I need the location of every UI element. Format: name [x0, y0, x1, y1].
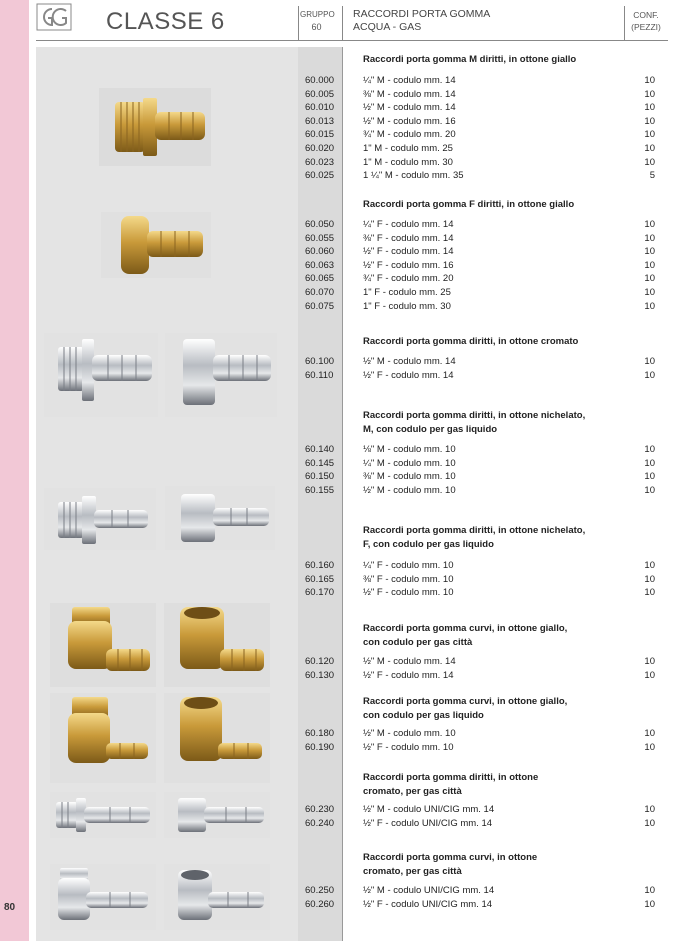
chrome-elbow-female-city-gas-image	[164, 864, 270, 930]
group-box	[300, 9, 333, 33]
product-description: ¼" M - codulo mm. 10	[363, 457, 456, 469]
product-description: ⅜" M - codulo mm. 14	[363, 88, 456, 100]
section-title-line: Raccordi porta gomma F diritti, in ottone giallo	[363, 199, 575, 210]
product-code: 60.180	[305, 728, 335, 739]
product-description: ½" F - codulo mm. 14	[363, 246, 454, 258]
product-description: ⅜" F - codulo mm. 14	[363, 232, 454, 244]
product-code: 60.130	[305, 669, 335, 681]
page-title-line1: RACCORDI PORTA GOMMA	[353, 8, 491, 20]
product-code: 60.120	[305, 656, 335, 667]
product-row	[300, 169, 658, 183]
pink-side-bar	[0, 0, 29, 941]
product-description: 1 ¼" M - codulo mm. 35	[363, 170, 464, 182]
header-divider	[298, 6, 299, 40]
pack-quantity: 10	[644, 102, 655, 114]
product-code: 60.050	[305, 219, 335, 230]
product-row	[300, 245, 658, 259]
product-description: ⅜" F - codulo mm. 10	[363, 573, 454, 585]
page-number: 80	[4, 902, 16, 913]
product-description: 1" M - codulo mm. 30	[363, 156, 453, 168]
product-code: 60.150	[305, 471, 335, 483]
chrome-male-fitting-image	[44, 333, 158, 417]
product-description: ¼" F - codulo mm. 14	[363, 219, 454, 230]
pack-quantity: 5	[649, 170, 655, 182]
pack-quantity: 10	[644, 587, 655, 599]
product-description: ½" F - codulo mm. 14	[363, 669, 454, 681]
product-row	[300, 74, 658, 88]
section-title-line: Raccordi porta gomma curvi, in ottone giallo,	[363, 623, 568, 634]
product-row	[300, 655, 658, 669]
product-row	[300, 101, 658, 115]
product-code: 60.025	[305, 170, 335, 182]
product-row	[300, 898, 658, 912]
pack-quantity: 10	[644, 287, 655, 298]
product-code: 60.015	[305, 129, 335, 141]
product-row	[300, 115, 658, 129]
product-row	[300, 443, 658, 457]
chrome-elbow-male-city-gas-image	[50, 864, 156, 930]
pack-quantity: 10	[644, 156, 655, 168]
product-row	[300, 88, 658, 102]
product-description: ⅜" M - codulo mm. 10	[363, 471, 456, 483]
header-rule	[36, 40, 668, 41]
section-title-line: cromato, per gas città	[363, 866, 462, 877]
nickel-female-gas-fitting-image	[165, 486, 275, 550]
product-code: 60.075	[305, 300, 335, 312]
product-description: ¼" M - codulo mm. 14	[363, 75, 456, 86]
product-row	[300, 272, 658, 286]
pack-quantity: 10	[644, 356, 655, 367]
brass-female-fitting-image	[101, 212, 211, 278]
product-code: 60.155	[305, 484, 335, 496]
pack-quantity: 10	[644, 741, 655, 753]
product-description: ½" M - codulo mm. 16	[363, 115, 456, 127]
pack-quantity: 10	[644, 804, 655, 815]
pack-quantity: 10	[644, 129, 655, 141]
section-title-line: M, con codulo per gas liquido	[363, 424, 498, 435]
pack-quantity: 10	[644, 560, 655, 571]
pack-quantity: 10	[644, 246, 655, 258]
section-title-line: Raccordi porta gomma diritti, in ottone nichelato,	[363, 410, 586, 421]
section-title	[363, 409, 585, 437]
section-title-line: Raccordi porta gomma M diritti, in ottone giallo	[363, 54, 577, 65]
product-description: ½" F - codulo UNI/CIG mm. 14	[363, 817, 493, 829]
conf-label: CONF.	[633, 10, 659, 20]
conf-unit: (PEZZI)	[631, 22, 661, 32]
product-row	[300, 355, 658, 369]
pack-quantity: 10	[644, 817, 655, 829]
conf-header	[625, 9, 667, 33]
page-title-line2: ACQUA - GAS	[353, 21, 422, 33]
product-description: 1" M - codulo mm. 25	[363, 143, 453, 154]
product-description: ½" F - codulo mm. 10	[363, 741, 454, 753]
pack-quantity: 10	[644, 273, 655, 285]
product-row	[300, 300, 658, 314]
product-code: 60.065	[305, 273, 335, 285]
product-code: 60.005	[305, 88, 335, 100]
product-description: ½" M - codulo mm. 14	[363, 356, 456, 367]
pack-quantity: 10	[644, 898, 655, 910]
section-title-line: Raccordi porta gomma diritti, in ottone	[363, 772, 539, 783]
pack-quantity: 10	[644, 484, 655, 496]
pack-quantity: 10	[644, 300, 655, 312]
product-row	[300, 286, 658, 300]
product-description: ½" M - codulo UNI/CIG mm. 14	[363, 804, 495, 815]
section-title	[363, 198, 574, 212]
pack-quantity: 10	[644, 573, 655, 585]
product-description: ½" M - codulo mm. 10	[363, 484, 456, 496]
pack-quantity: 10	[644, 656, 655, 667]
pack-quantity: 10	[644, 471, 655, 483]
chrome-straight-male-city-gas-image	[50, 792, 156, 838]
product-description: ½" M - codulo mm. 14	[363, 102, 456, 114]
product-code: 60.170	[305, 587, 335, 599]
product-description: ½" M - codulo UNI/CIG mm. 14	[363, 885, 495, 896]
chrome-straight-female-city-gas-image	[164, 792, 270, 838]
product-code: 60.165	[305, 573, 335, 585]
product-description: 1" F - codulo mm. 30	[363, 300, 451, 312]
section-title-line: Raccordi porta gomma curvi, in ottone giallo,	[363, 696, 568, 707]
product-code: 60.260	[305, 898, 335, 910]
section-title-line: Raccordi porta gomma diritti, in ottone cromato	[363, 336, 579, 347]
pack-quantity: 10	[644, 75, 655, 86]
product-code: 60.100	[305, 356, 335, 367]
product-code: 60.055	[305, 232, 335, 244]
product-description: ½" F - codulo UNI/CIG mm. 14	[363, 898, 493, 910]
section-title-line: Raccordi porta gomma diritti, in ottone nichelato,	[363, 525, 586, 536]
group-label: GRUPPO	[300, 10, 335, 19]
section-title-line: Raccordi porta gomma curvi, in ottone	[363, 852, 538, 863]
pack-quantity: 10	[644, 143, 655, 154]
product-row	[300, 884, 658, 898]
product-row	[300, 817, 658, 831]
product-code: 60.010	[305, 102, 335, 114]
product-row	[300, 559, 658, 573]
product-description: ¾" F - codulo mm. 20	[363, 273, 454, 285]
group-number: 60	[311, 22, 322, 32]
product-description: ½" M - codulo mm. 10	[363, 728, 456, 739]
product-row	[300, 669, 658, 683]
pack-quantity: 10	[644, 88, 655, 100]
product-row	[300, 741, 658, 755]
product-code: 60.190	[305, 741, 335, 753]
product-code: 60.250	[305, 885, 335, 896]
product-code: 60.013	[305, 115, 335, 127]
page-title	[353, 8, 490, 34]
product-code: 60.060	[305, 246, 335, 258]
pack-quantity: 10	[644, 115, 655, 127]
product-row	[300, 142, 658, 156]
pack-quantity: 10	[644, 369, 655, 381]
product-row	[300, 218, 658, 232]
section-title	[363, 771, 538, 799]
product-code: 60.000	[305, 75, 335, 86]
section-title	[363, 53, 576, 67]
product-row	[300, 586, 658, 600]
brand-logo-icon	[36, 3, 72, 31]
section-title-line: F, con codulo per gas liquido	[363, 539, 494, 550]
section-title-line: con codulo per gas città	[363, 637, 473, 648]
product-description: 1" F - codulo mm. 25	[363, 287, 451, 298]
product-row	[300, 803, 658, 817]
product-code: 60.070	[305, 287, 335, 298]
section-title	[363, 622, 567, 650]
product-description: ¼" F - codulo mm. 10	[363, 560, 454, 571]
pack-quantity: 10	[644, 669, 655, 681]
pack-quantity: 10	[644, 219, 655, 230]
product-code: 60.023	[305, 156, 335, 168]
product-row	[300, 156, 658, 170]
product-row	[300, 259, 658, 273]
section-title-line: con codulo per gas liquido	[363, 710, 484, 721]
product-code: 60.140	[305, 444, 335, 455]
brass-elbow-female-liquid-gas-image	[164, 693, 270, 783]
product-row	[300, 727, 658, 741]
product-code: 60.020	[305, 143, 335, 154]
header-divider	[624, 6, 625, 40]
pack-quantity: 10	[644, 232, 655, 244]
pack-quantity: 10	[644, 885, 655, 896]
class-label: CLASSE 6	[106, 8, 225, 35]
header-divider	[342, 6, 343, 40]
product-description: ½" F - codulo mm. 16	[363, 259, 454, 271]
product-description: ½" F - codulo mm. 10	[363, 587, 454, 599]
product-description: ⅛" M - codulo mm. 10	[363, 444, 456, 455]
brass-elbow-male-liquid-gas-image	[50, 693, 156, 783]
product-row	[300, 484, 658, 498]
product-code: 60.110	[305, 369, 334, 381]
product-row	[300, 369, 658, 383]
product-code: 60.063	[305, 259, 335, 271]
product-row	[300, 232, 658, 246]
section-title-line: cromato, per gas città	[363, 786, 462, 797]
product-code: 60.230	[305, 804, 335, 815]
pack-quantity: 10	[644, 259, 655, 271]
section-title	[363, 524, 585, 552]
product-code: 60.240	[305, 817, 335, 829]
pack-quantity: 10	[644, 444, 655, 455]
product-row	[300, 470, 658, 484]
product-row	[300, 573, 658, 587]
pack-quantity: 10	[644, 728, 655, 739]
product-code: 60.145	[305, 457, 335, 469]
product-code: 60.160	[305, 560, 335, 571]
product-row	[300, 457, 658, 471]
product-row	[300, 128, 658, 142]
brass-elbow-male-city-gas-image	[50, 603, 156, 687]
product-description: ½" M - codulo mm. 14	[363, 656, 456, 667]
chrome-female-fitting-image	[165, 333, 277, 417]
brass-male-fitting-image	[99, 88, 211, 166]
product-description: ¾" M - codulo mm. 20	[363, 129, 456, 141]
section-title	[363, 695, 567, 723]
pack-quantity: 10	[644, 457, 655, 469]
nickel-male-gas-fitting-image	[44, 488, 156, 550]
section-title	[363, 851, 537, 879]
section-title	[363, 335, 578, 349]
product-description: ½" F - codulo mm. 14	[363, 369, 454, 381]
brass-elbow-female-city-gas-image	[164, 603, 270, 687]
